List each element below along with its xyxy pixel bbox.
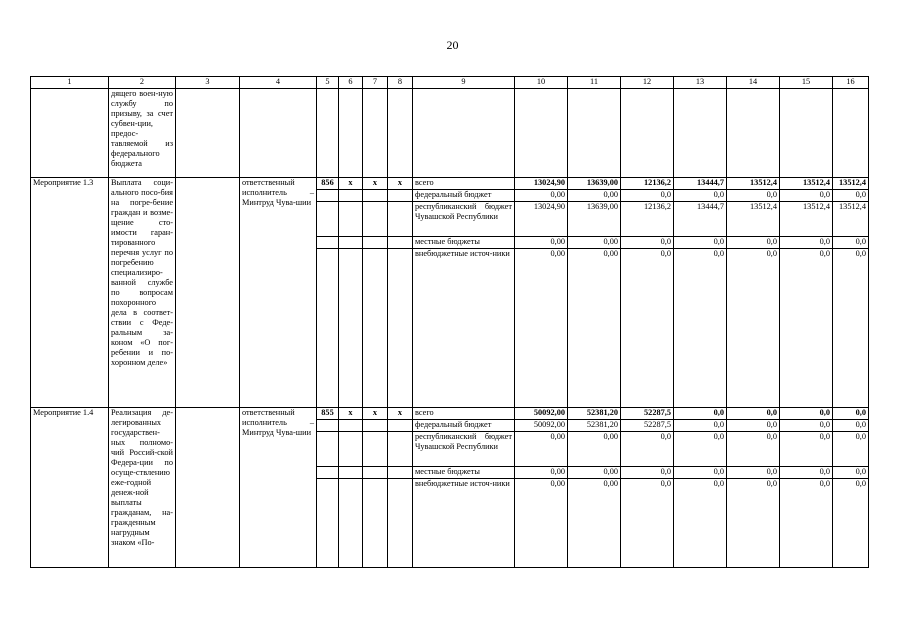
value-cell: 52287,5 [621,408,674,420]
value-cell: 13512,4 [727,202,780,237]
value-cell: 0,00 [568,467,621,479]
table-cell [339,237,363,249]
funding-source-cell: внебюджетные источ-ники [413,479,515,568]
column-header: 2 [109,77,176,89]
table-cell [388,420,413,432]
table-cell [339,89,363,178]
value-cell: 52287,5 [621,420,674,432]
value-cell: 0,0 [727,479,780,568]
value-cell: 0,0 [621,467,674,479]
table-row [31,178,869,190]
value-cell: 0,00 [568,432,621,467]
value-cell: 0,0 [621,479,674,568]
table-cell [339,432,363,467]
table-cell [339,202,363,237]
value-cell: 0,0 [727,408,780,420]
value-cell: 0,0 [674,479,727,568]
funding-source-cell: республиканский бюджет Чувашской Республики [413,432,515,467]
table-cell [363,249,388,408]
table-cell [388,249,413,408]
executor-cell: ответственный исполнитель – Минтруд Чува-шии [240,408,317,568]
event-code-cell: Мероприятие 1.4 [31,408,109,568]
table-cell [363,202,388,237]
value-cell: 0,00 [515,237,568,249]
value-cell: 13444,7 [674,202,727,237]
funding-source-cell: республиканский бюджет Чувашской Республики [413,202,515,237]
value-cell: 0,00 [515,249,568,408]
table-cell [317,237,339,249]
table-cell [317,467,339,479]
value-cell: 0,0 [727,420,780,432]
value-cell: 0,0 [727,237,780,249]
table-cell [727,89,780,178]
value-cell: 0,0 [780,420,833,432]
value-cell: 0,00 [568,249,621,408]
value-cell: 50092,00 [515,420,568,432]
value-cell: 0,0 [674,237,727,249]
value-cell: 0,00 [515,190,568,202]
column-header: 12 [621,77,674,89]
funding-source-cell: местные бюджеты [413,237,515,249]
value-cell: 50092,00 [515,408,568,420]
value-cell: 0,0 [833,467,869,479]
table-row [31,408,869,420]
table-cell [388,479,413,568]
value-cell: 0,00 [515,467,568,479]
value-cell: 0,0 [780,432,833,467]
code-cell: х [388,408,413,420]
value-cell: 0,0 [674,420,727,432]
value-cell: 13512,4 [727,178,780,190]
column-header: 3 [176,77,240,89]
column-header: 6 [339,77,363,89]
event-name-cell: Выплата соци-ального посо-бия на погре-бение граждан и возме-щение сто-имости гаран-тированного перечня услуг по погребению специализиро-ванной службе по вопросам похоронного дела в соответ-ствии с Феде-ральным за-коном «О пог-ребении и по-хоронном деле» [109,178,176,408]
table-cell [388,237,413,249]
value-cell: 0,0 [833,190,869,202]
column-header: 10 [515,77,568,89]
value-cell: 0,0 [780,467,833,479]
value-cell: 13512,4 [780,202,833,237]
column-header: 5 [317,77,339,89]
value-cell: 0,0 [621,432,674,467]
event-code-cell: Мероприятие 1.3 [31,178,109,408]
value-cell: 0,0 [674,432,727,467]
value-cell: 52381,20 [568,408,621,420]
code-cell: х [363,178,388,190]
value-cell: 13512,4 [780,178,833,190]
value-cell: 12136,2 [621,178,674,190]
table-cell [339,420,363,432]
header-row [31,77,869,89]
column-header: 13 [674,77,727,89]
table-cell [674,89,727,178]
value-cell: 13512,4 [833,202,869,237]
table-cell [317,249,339,408]
value-cell: 0,0 [780,190,833,202]
table-cell [780,89,833,178]
code-cell: х [388,178,413,190]
value-cell: 13024,90 [515,202,568,237]
table-cell [388,190,413,202]
table-cell [339,467,363,479]
value-cell: 12136,2 [621,202,674,237]
table-cell [363,420,388,432]
table-cell [388,202,413,237]
value-cell: 52381,20 [568,420,621,432]
column-header: 1 [31,77,109,89]
value-cell: 13639,00 [568,178,621,190]
value-cell: 0,0 [833,249,869,408]
value-cell: 0,0 [621,249,674,408]
table-cell [388,89,413,178]
table-cell [568,89,621,178]
table-cell [621,89,674,178]
table-cell [388,467,413,479]
value-cell: 0,0 [833,420,869,432]
event-name-cell: дящего воен-ную службу по призыву, за счет субвен-ции, предос-тавляемой из федерального бюджета [109,89,176,178]
column-header: 4 [240,77,317,89]
table-cell [31,89,109,178]
value-cell: 0,0 [674,408,727,420]
table-cell [176,178,240,408]
table-cell [363,89,388,178]
column-header: 15 [780,77,833,89]
table-cell [317,432,339,467]
value-cell: 0,0 [780,237,833,249]
value-cell: 0,0 [727,467,780,479]
value-cell: 0,0 [621,237,674,249]
table-cell [515,89,568,178]
value-cell: 0,0 [621,190,674,202]
code-cell: х [339,178,363,190]
column-header: 8 [388,77,413,89]
table-cell [363,432,388,467]
value-cell: 0,0 [674,190,727,202]
column-header: 14 [727,77,780,89]
funding-source-cell: внебюджетные источ-ники [413,249,515,408]
value-cell: 0,0 [833,237,869,249]
table-body [31,77,869,568]
value-cell: 0,00 [568,237,621,249]
table-cell [240,89,317,178]
value-cell: 0,0 [780,408,833,420]
page-number: 20 [446,38,459,52]
value-cell: 0,0 [780,249,833,408]
value-cell: 0,0 [833,408,869,420]
table-cell [317,202,339,237]
table-cell [363,479,388,568]
column-header: 7 [363,77,388,89]
table-cell [176,408,240,568]
column-header: 11 [568,77,621,89]
table-cell [388,432,413,467]
value-cell: 13512,4 [833,178,869,190]
value-cell: 0,0 [727,190,780,202]
table-cell [363,237,388,249]
value-cell: 13024,90 [515,178,568,190]
table-cell [339,479,363,568]
code-cell: 856 [317,178,339,190]
column-header: 9 [413,77,515,89]
value-cell: 0,0 [780,479,833,568]
table-cell [317,420,339,432]
value-cell: 13444,7 [674,178,727,190]
table-cell [339,249,363,408]
table-cell [339,190,363,202]
value-cell: 0,0 [674,249,727,408]
column-header: 16 [833,77,869,89]
funding-source-cell: всего [413,408,515,420]
table-cell [413,89,515,178]
table-cell [833,89,869,178]
table-cell [363,467,388,479]
continuation-row [31,89,869,178]
table-cell [176,89,240,178]
value-cell: 0,0 [674,467,727,479]
value-cell: 0,00 [568,479,621,568]
value-cell: 0,00 [515,432,568,467]
value-cell: 0,00 [568,190,621,202]
value-cell: 13639,00 [568,202,621,237]
value-cell: 0,0 [727,432,780,467]
funding-source-cell: местные бюджеты [413,467,515,479]
value-cell: 0,00 [515,479,568,568]
table-cell [317,89,339,178]
value-cell: 0,0 [833,479,869,568]
table-cell [317,479,339,568]
table-cell [317,190,339,202]
executor-cell: ответственный исполнитель – Минтруд Чува-шии [240,178,317,408]
table-cell [363,190,388,202]
budget-table [30,76,869,568]
code-cell: х [363,408,388,420]
code-cell: х [339,408,363,420]
value-cell: 0,0 [833,432,869,467]
event-name-cell: Реализация де-легированных государствен-ных полномо-чий Россий-ской Федера-ции по осуще-ствлению еже-годной денеж-ной выплаты гражданам, на-гражденным нагрудным знаком «По- [109,408,176,568]
code-cell: 855 [317,408,339,420]
funding-source-cell: федеральный бюджет [413,420,515,432]
funding-source-cell: федеральный бюджет [413,190,515,202]
value-cell: 0,0 [727,249,780,408]
funding-source-cell: всего [413,178,515,190]
